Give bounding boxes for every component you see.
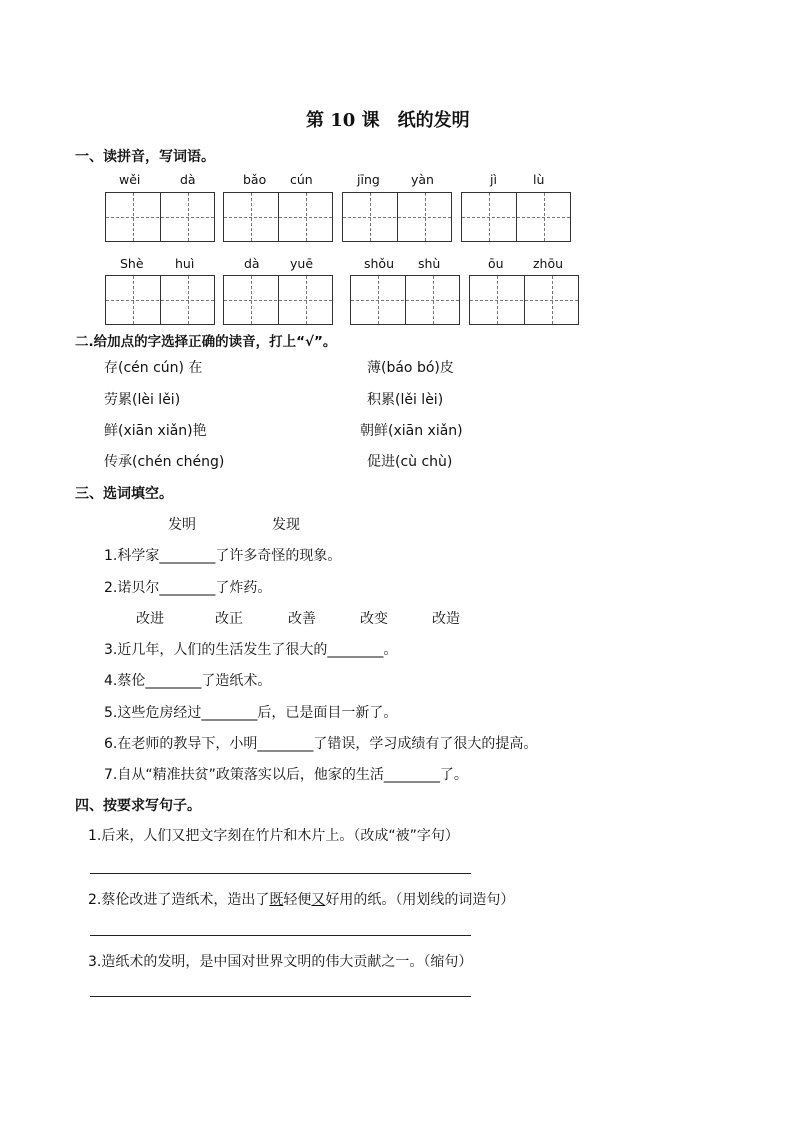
underlined-word: 又 xyxy=(311,892,326,908)
word-choice: 发现 xyxy=(272,517,300,533)
pinyin-syllable: yàn xyxy=(411,172,434,187)
answer-line[interactable] xyxy=(90,996,471,997)
word-choice: 改变 xyxy=(360,611,388,627)
fill-sentence[interactable]: 2.诺贝尔________了炸药。 xyxy=(104,580,272,596)
section3-heading: 三、选词填空。 xyxy=(75,486,173,502)
pinyin-syllable: jīng xyxy=(357,172,380,187)
answer-line[interactable] xyxy=(90,935,471,936)
reading-item[interactable]: 薄(báo bó)皮 xyxy=(367,360,454,376)
pinyin-syllable: yuē xyxy=(290,256,314,271)
fill-sentence[interactable]: 4.蔡伦________了造纸术。 xyxy=(104,673,272,689)
pinyin-syllable: huì xyxy=(175,256,195,271)
section2-heading: 二.给加点的字选择正确的读音，打上“√”。 xyxy=(75,334,337,350)
fill-sentence[interactable]: 5.这些危房经过________后，已是面目一新了。 xyxy=(104,705,398,721)
writing-grid[interactable] xyxy=(461,192,571,242)
rewrite-question: 1.后来，人们又把文字刻在竹片和木片上。（改成“被”字句） xyxy=(88,828,459,844)
pinyin-syllable: cún xyxy=(290,172,313,187)
word-choice: 发明 xyxy=(168,517,196,533)
section1-heading: 一、读拼音，写词语。 xyxy=(75,149,215,165)
fill-sentence[interactable]: 7.自从“精准扶贫”政策落实以后，他家的生活________了。 xyxy=(104,767,468,783)
writing-grid[interactable] xyxy=(342,192,452,242)
writing-grid[interactable] xyxy=(105,275,215,325)
fill-sentence[interactable]: 6.在老师的教导下，小明________了错误，学习成绩有了很大的提高。 xyxy=(104,736,538,752)
answer-line[interactable] xyxy=(90,873,471,874)
pinyin-syllable: Shè xyxy=(120,256,144,271)
underlined-word: 既 xyxy=(269,892,284,908)
writing-grid[interactable] xyxy=(105,192,215,242)
fill-sentence[interactable]: 3.近几年，人们的生活发生了很大的________。 xyxy=(104,642,398,658)
reading-item[interactable]: 朝鲜(xiān xiǎn) xyxy=(360,423,463,439)
rewrite-question: 2.蔡伦改进了造纸术，造出了既轻便又好用的纸。（用划线的词造句） xyxy=(88,892,515,908)
page-title: 第 10 课 纸的发明 xyxy=(306,110,470,131)
pinyin-syllable: jì xyxy=(490,172,497,187)
pinyin-syllable: shù xyxy=(418,256,441,271)
word-choice: 改善 xyxy=(288,611,316,627)
pinyin-syllable: shǒu xyxy=(364,256,395,271)
reading-item[interactable]: 促进(cù chù) xyxy=(367,454,453,470)
reading-item[interactable]: 劳累(lèi lěi) xyxy=(104,392,181,408)
reading-item[interactable]: 传承(chén chéng) xyxy=(104,454,225,470)
writing-grid[interactable] xyxy=(469,275,579,325)
word-choice: 改正 xyxy=(215,611,243,627)
reading-item[interactable]: 积累(lěi lèi) xyxy=(367,392,444,408)
reading-item[interactable]: 鲜(xiān xiǎn)艳 xyxy=(104,423,207,439)
pinyin-syllable: ōu xyxy=(488,256,504,271)
fill-sentence[interactable]: 1.科学家________了许多奇怪的现象。 xyxy=(104,548,342,564)
rewrite-question: 3.造纸术的发明，是中国对世界文明的伟大贡献之一。（缩句） xyxy=(88,954,473,970)
pinyin-syllable: lù xyxy=(533,172,545,187)
pinyin-syllable: dà xyxy=(180,172,196,187)
section4-heading: 四、按要求写句子。 xyxy=(75,798,201,814)
pinyin-syllable: zhōu xyxy=(533,256,564,271)
writing-grid[interactable] xyxy=(350,275,460,325)
word-choice: 改造 xyxy=(432,611,460,627)
writing-grid[interactable] xyxy=(223,275,333,325)
word-choice: 改进 xyxy=(136,611,164,627)
reading-item[interactable]: 存(cén cún) 在 xyxy=(104,360,203,376)
writing-grid[interactable] xyxy=(223,192,333,242)
pinyin-syllable: wěi xyxy=(119,172,141,187)
pinyin-syllable: bǎo xyxy=(243,172,267,187)
pinyin-syllable: dà xyxy=(244,256,260,271)
